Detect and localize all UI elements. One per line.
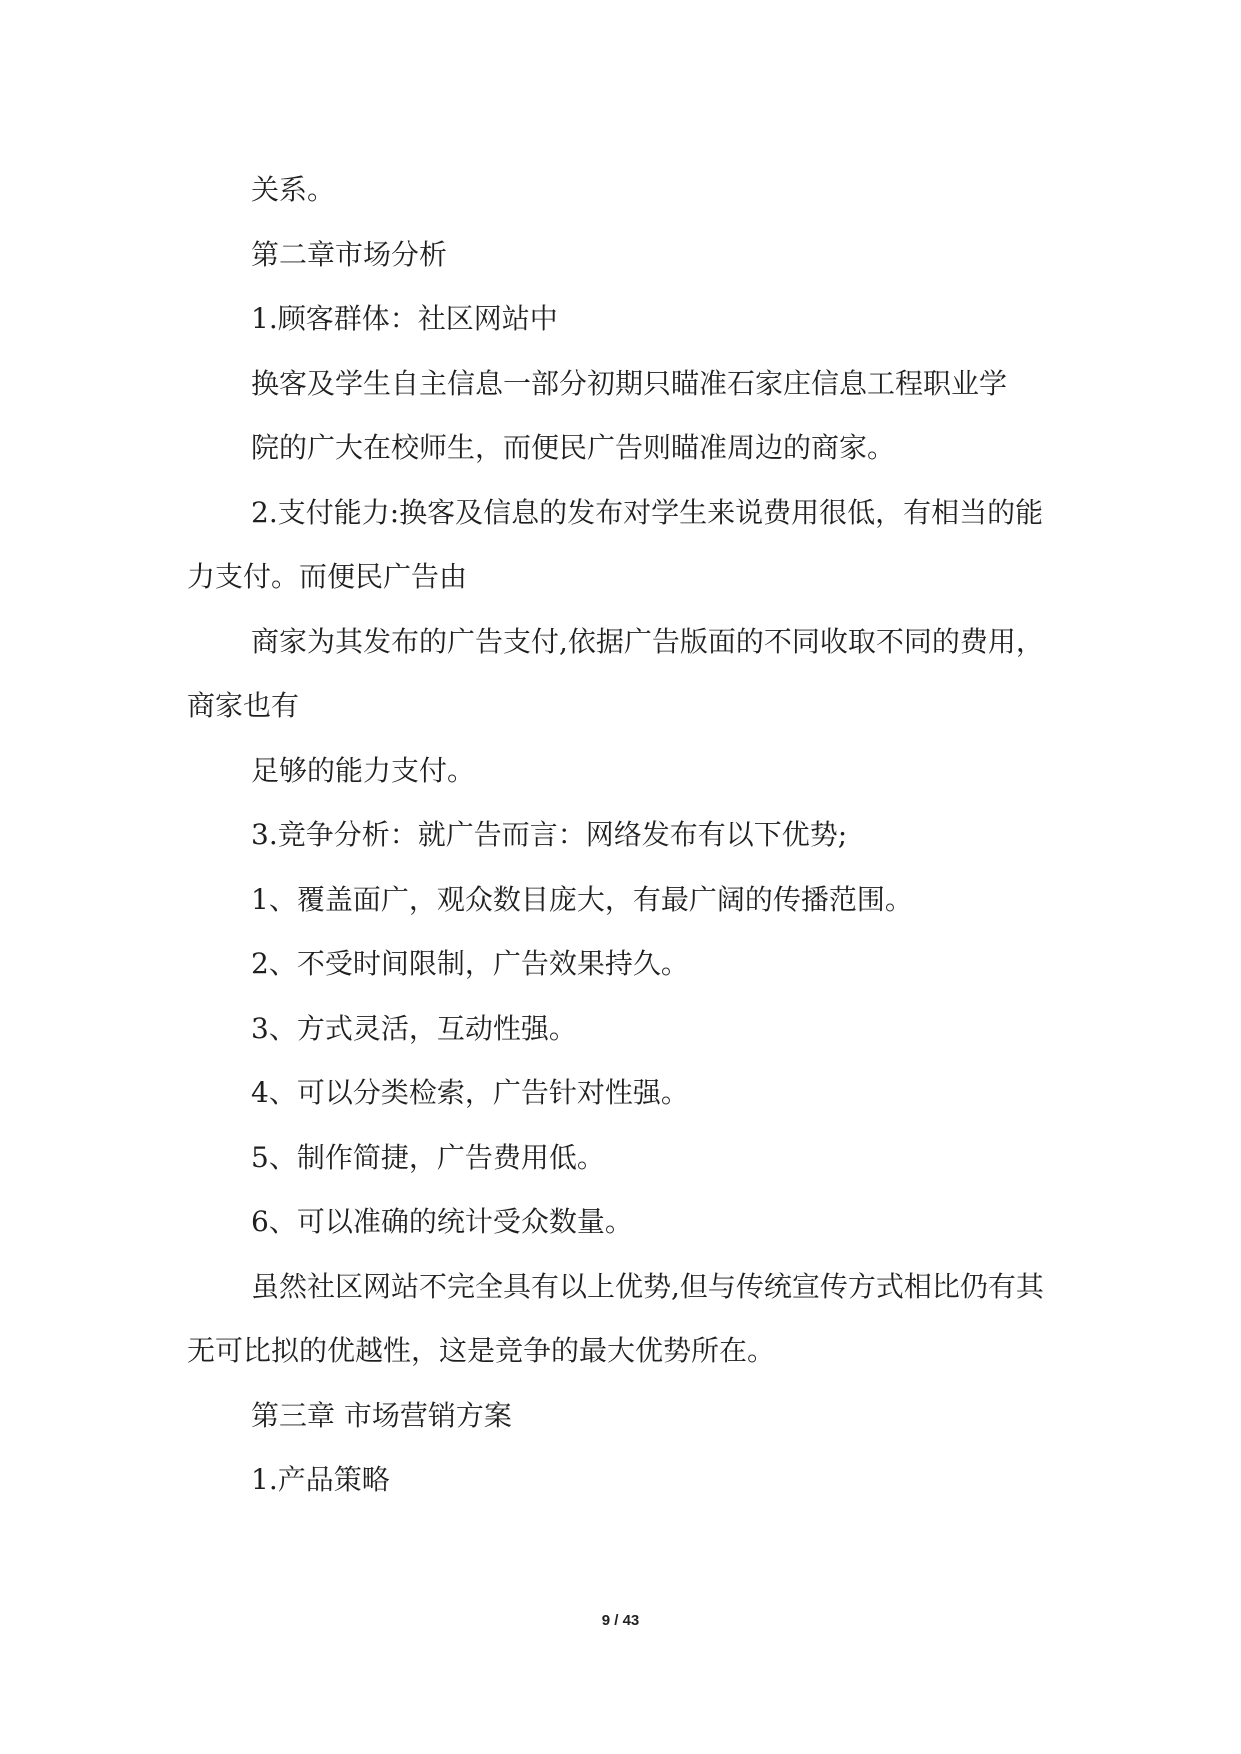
document-body bbox=[187, 158, 1057, 1513]
paragraph: 换客及学生自主信息一部分初期只瞄准石家庄信息工程职业学 bbox=[251, 366, 1008, 400]
paragraph: 足够的能力支付。 bbox=[251, 753, 476, 787]
list-item: 5、制作简捷，广告费用低。 bbox=[251, 1140, 605, 1174]
list-item: 2、不受时间限制，广告效果持久。 bbox=[251, 947, 689, 980]
paragraph: 2.支付能力:换客及信息的发布对学生来说费用很低，有相当的能力支付。而便民广告由 bbox=[187, 495, 1044, 593]
page-number: 9 / 43 bbox=[601, 1612, 640, 1629]
list-item: 4、可以分类检索，广告针对性强。 bbox=[251, 1076, 689, 1109]
paragraph: 关系。 bbox=[251, 173, 336, 206]
list-item: 6、可以准确的统计受众数量。 bbox=[251, 1205, 633, 1238]
section-heading: 1.产品策略 bbox=[251, 1463, 390, 1496]
paragraph: 3.竞争分析：就广告而言：网络发布有以下优势; bbox=[251, 818, 848, 851]
paragraph: 虽然社区网站不完全具有以上优势,但与传统宣传方式相比仍有其无可比拟的优越性，这是竞争的最大优势所在。 bbox=[187, 1269, 1044, 1367]
paragraph: 1.顾客群体：社区网站中 bbox=[251, 302, 558, 335]
list-item: 3、方式灵活，互动性强。 bbox=[251, 1011, 577, 1045]
list-item: 1、覆盖面广，观众数目庞大，有最广阔的传播范围。 bbox=[251, 882, 913, 916]
chapter-heading: 第三章 市场营销方案 bbox=[251, 1398, 512, 1432]
paragraph: 商家为其发布的广告支付,依据广告版面的不同收取不同的费用，商家也有 bbox=[187, 624, 1044, 722]
chapter-heading: 第二章市场分析 bbox=[251, 237, 448, 271]
paragraph: 院的广大在校师生，而便民广告则瞄准周边的商家。 bbox=[251, 431, 896, 464]
